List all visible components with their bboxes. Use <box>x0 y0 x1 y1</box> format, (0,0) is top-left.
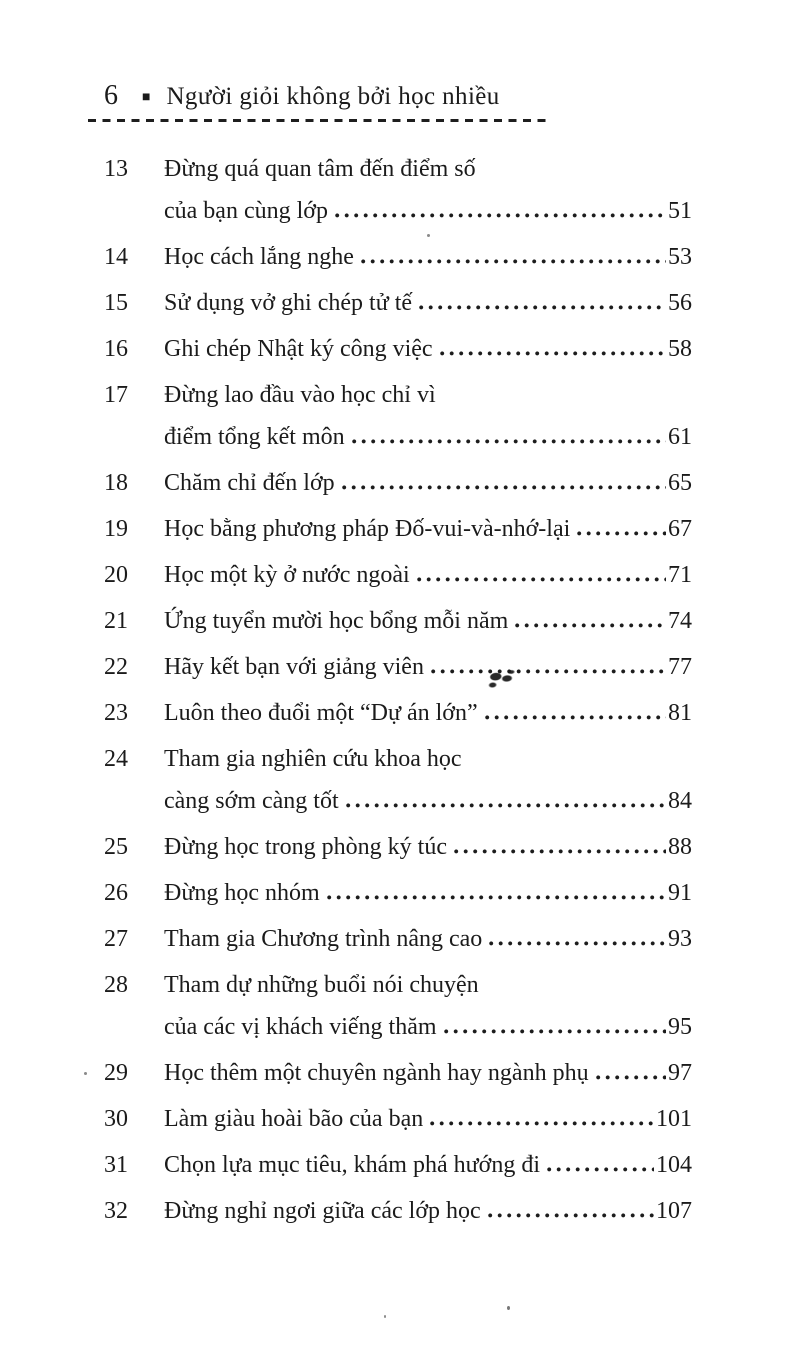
toc-entry-line <box>164 416 692 458</box>
header-book-title: Người giỏi không bởi học nhiều <box>166 83 500 110</box>
toc-entry-title: Hãy kết bạn với giảng viên <box>164 654 424 680</box>
toc-entry <box>104 738 692 822</box>
toc-entry-title: Chọn lựa mục tiêu, khám phá hướng đi <box>164 1152 540 1178</box>
toc-entry-page: 53 <box>668 244 692 270</box>
toc-entry-line <box>164 826 692 868</box>
toc-entry-line <box>164 1144 692 1186</box>
toc-entry-body <box>164 374 692 458</box>
toc-entry-line <box>164 554 692 596</box>
dot-leader <box>361 259 666 264</box>
toc-entry-line <box>164 600 692 642</box>
toc-entry-number: 27 <box>104 926 128 952</box>
scan-speck <box>384 1315 386 1318</box>
toc-entry-line <box>164 1052 692 1094</box>
header-dashed-rule <box>88 119 546 122</box>
toc-entry-line <box>164 1190 692 1232</box>
toc-entry-page: 84 <box>668 788 692 814</box>
toc-entry-number: 25 <box>104 834 128 860</box>
toc-entry <box>104 462 692 504</box>
toc-entry-line <box>164 918 692 960</box>
toc-entry <box>104 554 692 596</box>
dot-leader <box>430 1121 654 1126</box>
toc-entry-title: Ghi chép Nhật ký công việc <box>164 336 433 362</box>
toc-entry-number: 24 <box>104 746 128 772</box>
toc-entry-page: 81 <box>668 700 692 726</box>
toc-entry-number: 15 <box>104 290 128 316</box>
toc-entry-title: Đừng học trong phòng ký túc <box>164 834 447 860</box>
toc-entry-number: 32 <box>104 1198 128 1224</box>
toc-entry-page: 65 <box>668 470 692 496</box>
toc-entry-number: 20 <box>104 562 128 588</box>
toc-entry-preline: Đừng lao đầu vào học chỉ vì <box>164 382 436 408</box>
toc-entry-number: 23 <box>104 700 128 726</box>
toc-entry-title: Ứng tuyển mười học bổng mỗi năm <box>164 608 509 634</box>
toc-entry <box>104 600 692 642</box>
toc-entry-line <box>164 282 692 324</box>
toc-entry-body <box>164 826 692 868</box>
scan-speck <box>427 234 430 237</box>
toc-entry-page: 88 <box>668 834 692 860</box>
toc-entry <box>104 374 692 458</box>
toc-entry-title: càng sớm càng tốt <box>164 788 339 814</box>
dot-leader <box>431 669 666 674</box>
toc-entry-page: 71 <box>668 562 692 588</box>
toc-entry-body <box>164 1098 692 1140</box>
toc-entry <box>104 826 692 868</box>
dot-leader <box>346 803 666 808</box>
toc-entry-number: 28 <box>104 972 128 998</box>
toc-entry-page: 67 <box>668 516 692 542</box>
toc-entry-line <box>164 872 692 914</box>
dot-leader <box>444 1029 666 1034</box>
toc-entry-number: 19 <box>104 516 128 542</box>
toc-entry-body <box>164 964 692 1048</box>
toc-entry-number: 17 <box>104 382 128 408</box>
toc-entry-title: của các vị khách viếng thăm <box>164 1014 437 1040</box>
toc-entry-number: 31 <box>104 1152 128 1178</box>
toc-entry <box>104 646 692 688</box>
toc-entry <box>104 1144 692 1186</box>
toc-entry-body <box>164 692 692 734</box>
toc-entry-number: 26 <box>104 880 128 906</box>
toc-entry-number: 14 <box>104 244 128 270</box>
dot-leader <box>488 1213 654 1218</box>
toc-entry-page: 74 <box>668 608 692 634</box>
toc-entry-page: 77 <box>668 654 692 680</box>
scan-speck <box>84 1072 87 1075</box>
toc-entry-number: 22 <box>104 654 128 680</box>
toc-entry-body <box>164 600 692 642</box>
toc-entry-title: Luôn theo đuổi một “Dự án lớn” <box>164 700 478 726</box>
toc-entry-title: điểm tổng kết môn <box>164 424 345 450</box>
toc-entry-page: 104 <box>656 1152 692 1178</box>
toc-entry-title: Học cách lắng nghe <box>164 244 354 270</box>
toc-entry-line <box>164 462 692 504</box>
dot-leader <box>335 213 666 218</box>
toc-entry-page: 56 <box>668 290 692 316</box>
toc-entry-title: Học bằng phương pháp Đố-vui-và-nhớ-lại <box>164 516 571 542</box>
toc-entry-body <box>164 236 692 278</box>
toc-entry-page: 58 <box>668 336 692 362</box>
toc-entry <box>104 508 692 550</box>
toc-entry-line <box>164 1098 692 1140</box>
toc-entry-title: Đừng học nhóm <box>164 880 320 906</box>
dot-leader <box>352 439 666 444</box>
toc-entry <box>104 872 692 914</box>
toc-entry-body <box>164 462 692 504</box>
toc-entry-title: của bạn cùng lớp <box>164 198 328 224</box>
toc-entry-line <box>164 508 692 550</box>
toc-entry-line <box>164 236 692 278</box>
dot-leader <box>419 305 666 310</box>
toc-entry-title: Làm giàu hoài bão của bạn <box>164 1106 424 1132</box>
toc-entry-line <box>164 328 692 370</box>
toc-list <box>104 148 692 1232</box>
toc-entry-number: 16 <box>104 336 128 362</box>
toc-entry <box>104 964 692 1048</box>
toc-entry-page: 107 <box>656 1198 692 1224</box>
toc-entry <box>104 1190 692 1232</box>
toc-entry-title: Sử dụng vở ghi chép tử tế <box>164 290 413 316</box>
toc-entry-preline: Tham dự những buổi nói chuyện <box>164 972 479 998</box>
toc-entry <box>104 282 692 324</box>
toc-entry-body <box>164 328 692 370</box>
toc-entry-page: 101 <box>656 1106 692 1132</box>
toc-entry-number: 29 <box>104 1060 128 1086</box>
toc-entry-line <box>164 190 692 232</box>
toc-entry-body <box>164 1052 692 1094</box>
toc-entry <box>104 692 692 734</box>
toc-entry <box>104 148 692 232</box>
toc-entry <box>104 1098 692 1140</box>
toc-entry-title: Chăm chỉ đến lớp <box>164 470 335 496</box>
dot-leader <box>547 1167 654 1172</box>
toc-entry-body <box>164 508 692 550</box>
dot-leader <box>596 1075 666 1080</box>
toc-entry-line <box>164 692 692 734</box>
toc-entry-body <box>164 554 692 596</box>
toc-entry-page: 91 <box>668 880 692 906</box>
toc-entry-page: 51 <box>668 198 692 224</box>
toc-entry-body <box>164 282 692 324</box>
dot-leader <box>485 715 666 720</box>
toc-entry-title: Tham gia Chương trình nâng cao <box>164 926 483 952</box>
dot-leader <box>342 485 666 490</box>
toc-entry-page: 61 <box>668 424 692 450</box>
toc-entry-title: Học thêm một chuyên ngành hay ngành phụ <box>164 1060 589 1086</box>
toc-entry-body <box>164 646 692 688</box>
running-header <box>0 0 800 122</box>
toc-entry-number: 18 <box>104 470 128 496</box>
toc-entry-preline: Tham gia nghiên cứu khoa học <box>164 746 462 772</box>
dot-leader <box>577 531 666 536</box>
dot-leader <box>454 849 666 854</box>
toc-entry-body <box>164 738 692 822</box>
dot-leader <box>417 577 666 582</box>
dot-leader <box>489 941 666 946</box>
toc-entry-body <box>164 1190 692 1232</box>
toc-entry-body <box>164 872 692 914</box>
toc-entry-body <box>164 148 692 232</box>
toc-entry-body <box>164 1144 692 1186</box>
toc-entry-title: Học một kỳ ở nước ngoài <box>164 562 410 588</box>
toc-entry-number: 13 <box>104 156 128 182</box>
scan-speck <box>507 1306 510 1310</box>
dot-leader <box>440 351 666 356</box>
dot-leader <box>515 623 666 628</box>
toc-entry-body <box>164 918 692 960</box>
toc-entry <box>104 328 692 370</box>
ink-smudge <box>485 667 519 689</box>
square-bullet-icon: ■ <box>142 90 151 105</box>
toc-entry-line <box>164 1006 692 1048</box>
toc-entry-line <box>164 780 692 822</box>
toc-entry-page: 93 <box>668 926 692 952</box>
running-header-row <box>104 82 800 110</box>
toc-entry-line <box>164 646 692 688</box>
toc-entry-preline: Đừng quá quan tâm đến điểm số <box>164 156 476 182</box>
toc-entry-number: 30 <box>104 1106 128 1132</box>
toc-entry <box>104 1052 692 1094</box>
dot-leader <box>327 895 666 900</box>
toc-entry-page: 97 <box>668 1060 692 1086</box>
header-page-number: 6 <box>104 80 118 111</box>
toc-entry-title: Đừng nghỉ ngơi giữa các lớp học <box>164 1198 481 1224</box>
toc-entry-page: 95 <box>668 1014 692 1040</box>
toc-entry <box>104 236 692 278</box>
toc-entry-number: 21 <box>104 608 128 634</box>
toc-entry <box>104 918 692 960</box>
